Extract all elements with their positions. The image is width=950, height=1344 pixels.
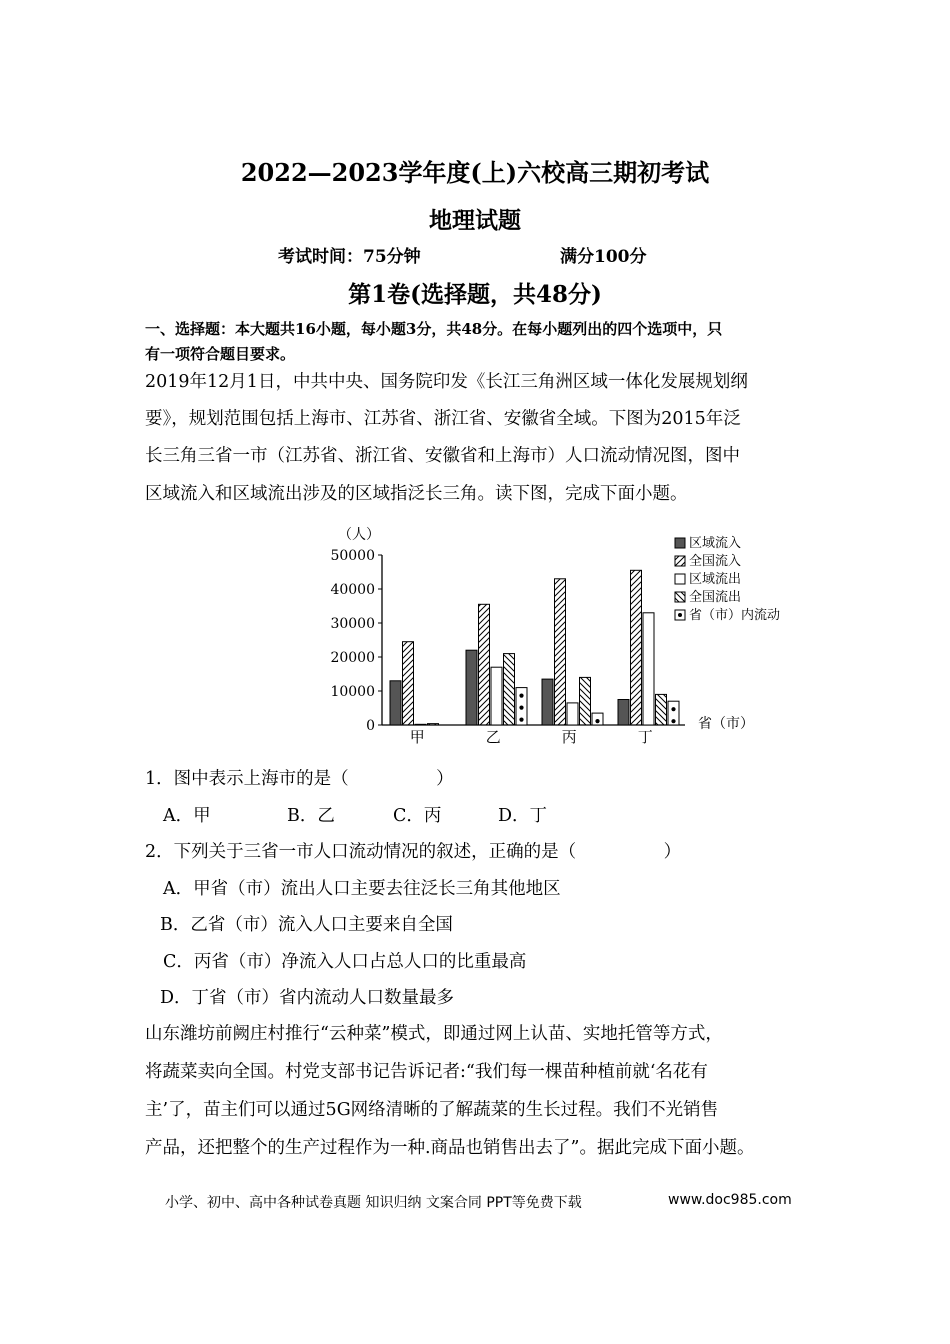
bar [555, 579, 566, 725]
instructions-line-2: 有一项符合题目要求。 [145, 345, 296, 363]
bar [390, 681, 401, 725]
exam-title: 2022—2023学年度(上)六校高三期初考试 [240, 158, 710, 187]
question-1-stem: 1．图中表示上海市的是（ ） [145, 769, 454, 789]
exam-time: 考试时间：75分钟 [278, 247, 421, 267]
q2-option-c[interactable]: C．丙省（市）净流入人口占总人口的比重最高 [163, 952, 527, 972]
q2-option-d[interactable]: D．丁省（市）省内流动人口数量最多 [160, 988, 455, 1008]
q2-option-b[interactable]: B．乙省（市）流入人口主要来自全国 [160, 915, 453, 935]
legend-swatch [675, 556, 685, 566]
legend-label: 全国流出 [689, 590, 742, 605]
passage1-line-4: 区域流入和区域流出涉及的区域指泛长三角。读下图，完成下面小题。 [145, 484, 688, 504]
legend-swatch [675, 574, 685, 584]
bar-dot [519, 706, 523, 710]
full-score: 满分100分 [560, 247, 647, 267]
bar [428, 724, 439, 725]
bar [403, 642, 414, 725]
passage1-line-1: 2019年12月1日，中共中央、国务院印发《长江三角洲区域一体化发展规划纲 [145, 372, 748, 392]
y-axis-label: （人） [338, 527, 380, 543]
y-tick-label: 20000 [330, 650, 375, 666]
legend-label: 省（市）内流动 [689, 608, 781, 623]
bar [567, 703, 578, 725]
instructions-line-1: 一、选择题：本大题共16小题，每小题3分，共48分。在每小题列出的四个选项中，只 [145, 320, 723, 338]
passage2-line-2: 将蔬菜卖向全国。村党支部书记告诉记者:“我们每一棵苗种植前就‘名花有 [145, 1062, 708, 1082]
q1-option-a[interactable]: A．甲 [163, 806, 211, 826]
exam-subtitle: 地理试题 [429, 207, 521, 234]
passage2-line-1: 山东潍坊前阙庄村推行“云种菜”模式，即通过网上认苗、实地托管等方式， [145, 1024, 723, 1044]
category-label: 甲 [409, 728, 425, 746]
bar-dot [595, 719, 599, 723]
category-label: 丁 [637, 728, 653, 746]
q1-option-c[interactable]: C．丙 [393, 806, 442, 826]
bar [415, 724, 426, 725]
legend-label: 全国流入 [689, 554, 742, 569]
bar [466, 650, 477, 725]
q1-option-b[interactable]: B．乙 [287, 806, 335, 826]
bar [479, 604, 490, 725]
legend-swatch [675, 538, 685, 548]
bar [656, 694, 667, 725]
legend-label: 区域流入 [689, 536, 742, 551]
passage1-line-3: 长三角三省一市（江苏省、浙江省、安徽省和上海市）人口流动情况图，图中 [145, 446, 740, 466]
y-tick-label: 10000 [330, 684, 375, 700]
bar-dot [671, 719, 675, 723]
footer-url[interactable]: www.doc985.com [668, 1192, 792, 1208]
y-tick-label: 50000 [330, 548, 375, 564]
passage1-line-2: 要》，规划范围包括上海市、江苏省、浙江省、安徽省全域。下图为2015年泛 [145, 409, 741, 429]
bar [580, 677, 591, 725]
passage2-line-4: 产品，还把整个的生产过程作为一种.商品也销售出去了”。据此完成下面小题。 [145, 1138, 755, 1158]
footer-text: 小学、初中、高中各种试卷真题 知识归纳 文案合同 PPT等免费下载 [165, 1195, 582, 1211]
y-tick-label: 30000 [330, 616, 375, 632]
bar [643, 613, 654, 725]
q1-option-d[interactable]: D．丁 [498, 806, 548, 826]
q2-option-a[interactable]: A．甲省（市）流出人口主要去往泛长三角其他地区 [163, 879, 561, 899]
bar-dot [519, 694, 523, 698]
passage2-line-3: 主’了，苗主们可以通过5G网络清晰的了解蔬菜的生长过程。我们不光销售 [145, 1100, 719, 1120]
legend-swatch [675, 592, 685, 602]
section-heading: 第1卷(选择题，共48分) [348, 281, 602, 308]
bar [542, 679, 553, 725]
y-tick-label: 0 [366, 718, 375, 734]
x-axis-label: 省（市） [698, 716, 754, 732]
legend-dot [678, 613, 682, 617]
category-label: 乙 [485, 728, 501, 746]
bar [491, 667, 502, 725]
bar [631, 570, 642, 725]
bar [504, 654, 515, 725]
category-label: 丙 [561, 728, 577, 746]
bar-dot [671, 707, 675, 711]
bar-dot [519, 718, 523, 722]
question-2-stem: 2．下列关于三省一市人口流动情况的叙述，正确的是（ ） [145, 842, 682, 862]
y-tick-label: 40000 [330, 582, 375, 598]
legend-label: 区域流出 [689, 572, 742, 587]
population-flow-chart [320, 525, 800, 755]
bar [618, 700, 629, 726]
